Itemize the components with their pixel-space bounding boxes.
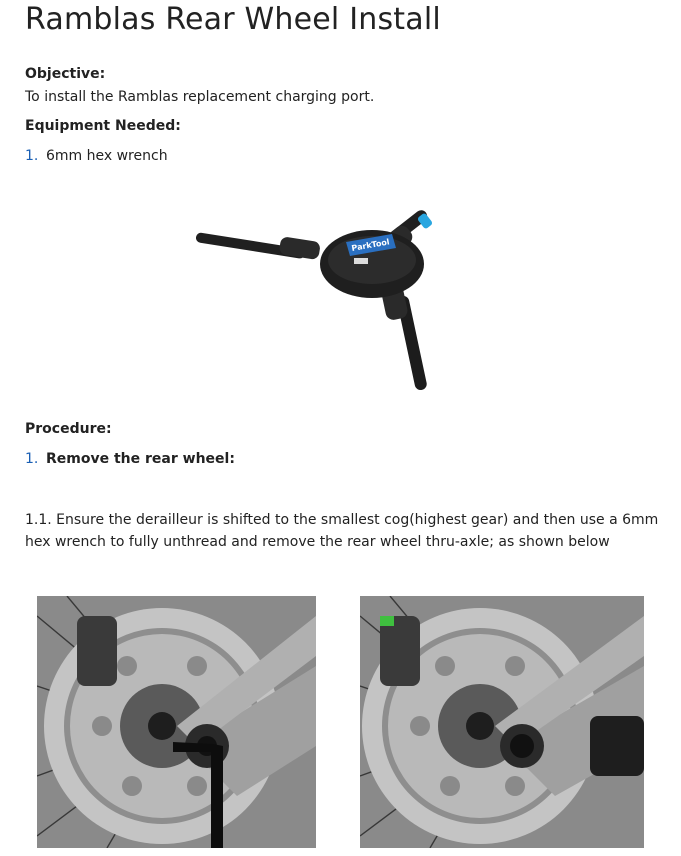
- photo-axle-removed: [360, 596, 644, 848]
- procedure-step-1: [25, 451, 235, 467]
- tool-model-plate: [354, 258, 368, 264]
- list-number: 1.: [25, 451, 39, 467]
- list-number: 1.: [25, 148, 39, 164]
- photo-wrench-in-axle: [37, 596, 316, 848]
- derailleur: [77, 616, 117, 686]
- equipment-label: Equipment Needed:: [25, 118, 181, 134]
- brake-caliper: [590, 716, 644, 776]
- equipment-item-hex-wrench: [25, 148, 168, 164]
- procedure-label: Procedure:: [25, 421, 112, 437]
- derailleur: [380, 616, 420, 686]
- objective-label: Objective:: [25, 66, 106, 82]
- tool-brand-text: ParkTool: [350, 237, 391, 253]
- page-title: Ramblas Rear Wheel Install: [25, 2, 441, 37]
- list-item-text: Remove the rear wheel:: [46, 451, 235, 467]
- list-item-text: 6mm hex wrench: [46, 148, 168, 164]
- objective-text: To install the Ramblas replacement charging port.: [25, 89, 375, 105]
- substep-1-1-text: 1.1. Ensure the derailleur is shifted to the smallest cog(highest gear) and then use a 6mm hex wrench to fully unthread and remove the rear wheel thru-axle; as shown below: [25, 512, 659, 550]
- hex-wrench-image: [196, 196, 478, 396]
- wrench-collar-left: [279, 236, 321, 260]
